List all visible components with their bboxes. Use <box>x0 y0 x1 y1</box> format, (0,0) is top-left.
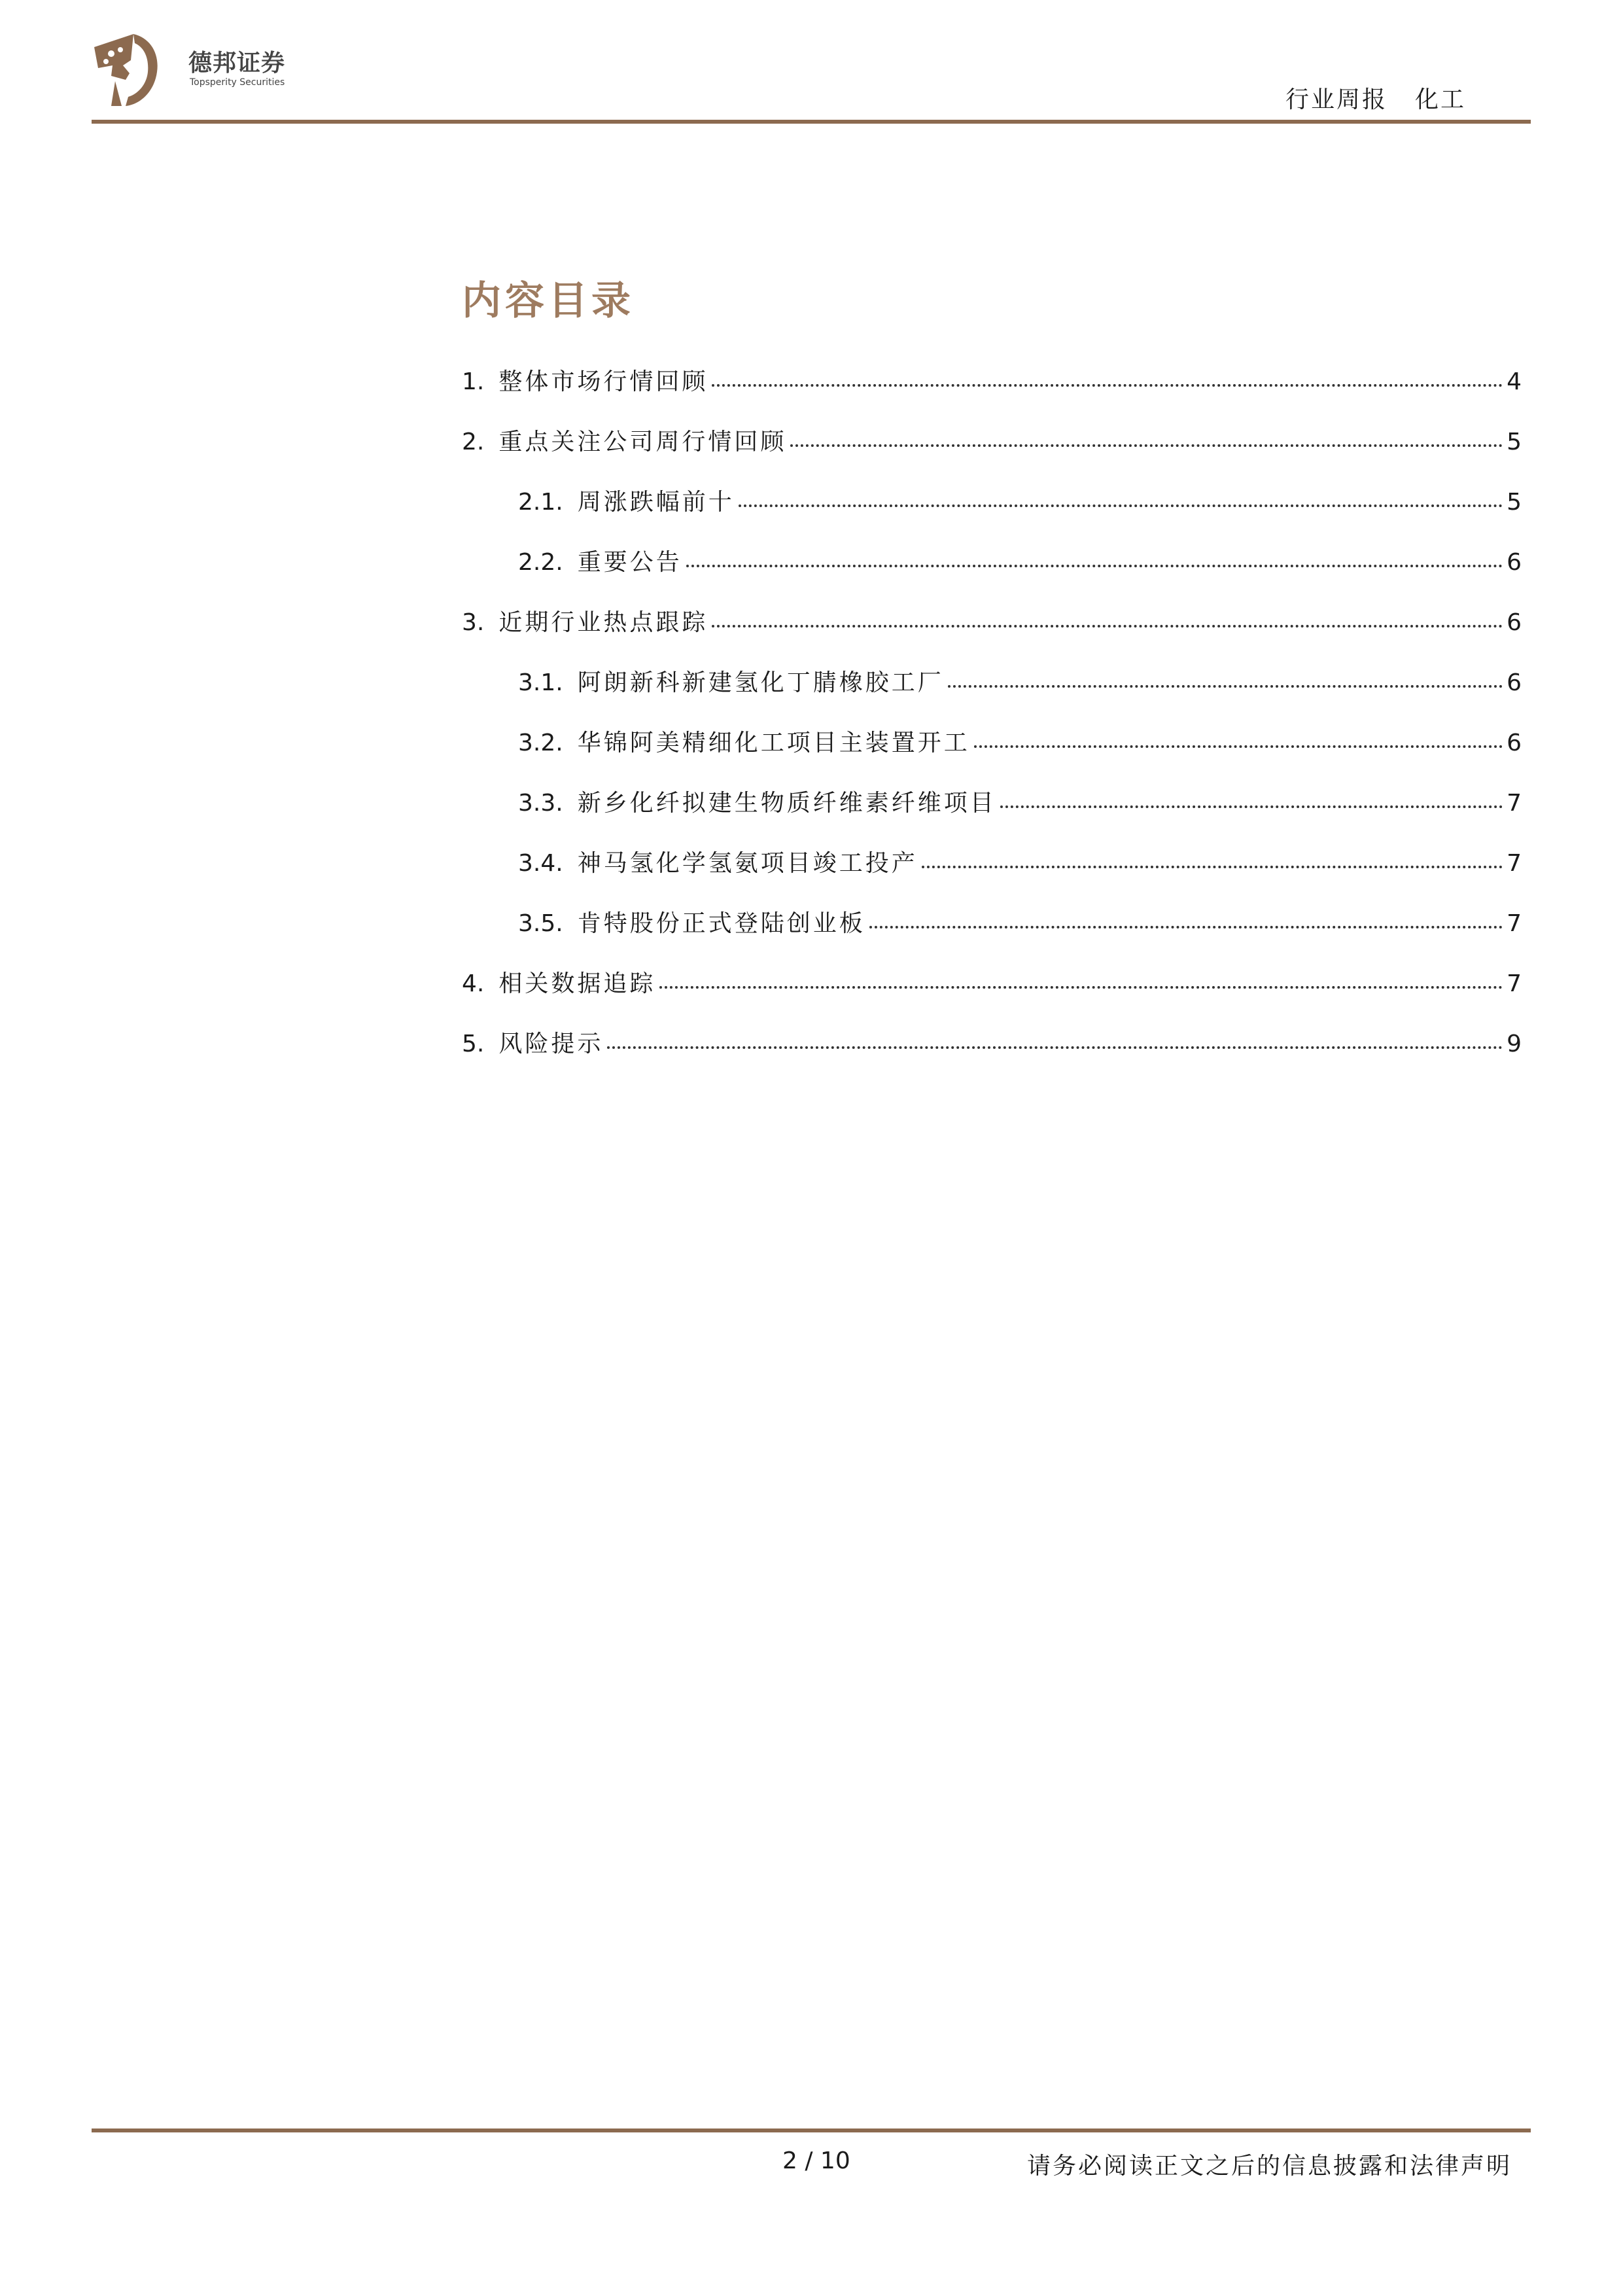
toc-entry-number: 2.1. <box>518 489 563 516</box>
toc-entry-page: 4 <box>1507 368 1522 395</box>
toc-entry-title: 风险提示 <box>498 1031 604 1057</box>
toc-entry-page: 5 <box>1507 489 1522 516</box>
toc-entry-title: 整体市场行情回顾 <box>498 368 708 395</box>
toc-entry-title: 近期行业热点跟踪 <box>498 609 708 636</box>
toc-entry-page: 9 <box>1507 1031 1522 1057</box>
toc-entry-number: 3.1. <box>518 669 563 696</box>
toc-entry[interactable] <box>462 1025 1522 1086</box>
toc-entry-page: 6 <box>1507 609 1522 636</box>
toc-entry-page: 7 <box>1507 850 1522 877</box>
report-type: 行业周报 <box>1285 86 1387 113</box>
toc-entry[interactable] <box>462 604 1522 664</box>
toc-entry-page: 6 <box>1507 549 1522 576</box>
toc-entry-number: 1. <box>462 368 485 395</box>
toc-entry[interactable] <box>462 724 1522 785</box>
industry-name: 化工 <box>1414 86 1466 113</box>
toc-entry-title: 肯特股份正式登陆创业板 <box>577 910 865 937</box>
toc-entry-title: 重要公告 <box>577 549 682 576</box>
toc-leader-dots <box>712 383 1503 387</box>
toc-entry[interactable] <box>462 544 1522 604</box>
toc-entry-number: 3. <box>462 609 485 636</box>
toc-leader-dots <box>974 745 1503 748</box>
toc-entry-number: 3.5. <box>518 910 563 937</box>
toc-entry-title: 周涨跌幅前十 <box>577 489 735 516</box>
footer-divider <box>92 2128 1531 2132</box>
toc-entry-title: 华锦阿美精细化工项目主装置开工 <box>577 730 970 756</box>
toc-entry-number: 3.4. <box>518 850 563 877</box>
toc-leader-dots <box>712 624 1503 627</box>
toc-entry[interactable] <box>462 484 1522 544</box>
toc-leader-dots <box>790 444 1503 447</box>
header-divider <box>92 120 1531 124</box>
toc-entry[interactable] <box>462 363 1522 423</box>
toc-leader-dots <box>686 564 1503 567</box>
toc-leader-dots <box>659 985 1503 989</box>
report-category <box>1285 81 1466 115</box>
toc-entry-page: 7 <box>1507 970 1522 997</box>
toc-title: 内容目录 <box>462 278 635 324</box>
toc-entry-title: 神马氢化学氢氨项目竣工投产 <box>577 850 918 877</box>
toc-entry-title: 阿朗新科新建氢化丁腈橡胶工厂 <box>577 669 944 696</box>
toc-entry-page: 7 <box>1507 790 1522 817</box>
toc-entry-title: 重点关注公司周行情回顾 <box>498 429 787 455</box>
brand-name-cn: 德邦证券 <box>188 50 286 77</box>
brand-logo-icon <box>92 34 160 107</box>
toc-entry[interactable] <box>462 785 1522 845</box>
toc-entry-number: 2.2. <box>518 549 563 576</box>
toc-leader-dots <box>948 684 1503 688</box>
toc-leader-dots <box>922 865 1503 868</box>
toc-leader-dots <box>1000 805 1503 808</box>
toc-entry-page: 6 <box>1507 730 1522 756</box>
brand-name-en: Topsperity Securities <box>190 77 285 88</box>
toc-entry[interactable] <box>462 664 1522 724</box>
brand-logo <box>92 34 307 109</box>
toc-entry-number: 4. <box>462 970 485 997</box>
toc-entry-number: 5. <box>462 1031 485 1057</box>
toc-leader-dots <box>869 925 1503 928</box>
toc-entry-number: 2. <box>462 429 485 455</box>
toc-entry-number: 3.2. <box>518 730 563 756</box>
toc-entry-number: 3.3. <box>518 790 563 817</box>
toc-entry-page: 7 <box>1507 910 1522 937</box>
toc-entry[interactable] <box>462 423 1522 484</box>
page-indicator: 2 / 10 <box>782 2147 850 2174</box>
toc-entry-title: 相关数据追踪 <box>498 970 656 997</box>
toc-leader-dots <box>607 1046 1503 1049</box>
toc-entry-page: 5 <box>1507 429 1522 455</box>
table-of-contents <box>462 363 1522 1086</box>
toc-entry[interactable] <box>462 965 1522 1025</box>
footer-disclaimer: 请务必阅读正文之后的信息披露和法律声明 <box>1026 2153 1512 2180</box>
toc-entry-title: 新乡化纤拟建生物质纤维素纤维项目 <box>577 790 996 817</box>
toc-entry[interactable] <box>462 845 1522 905</box>
toc-entry[interactable] <box>462 905 1522 965</box>
toc-leader-dots <box>739 504 1503 507</box>
toc-entry-page: 6 <box>1507 669 1522 696</box>
